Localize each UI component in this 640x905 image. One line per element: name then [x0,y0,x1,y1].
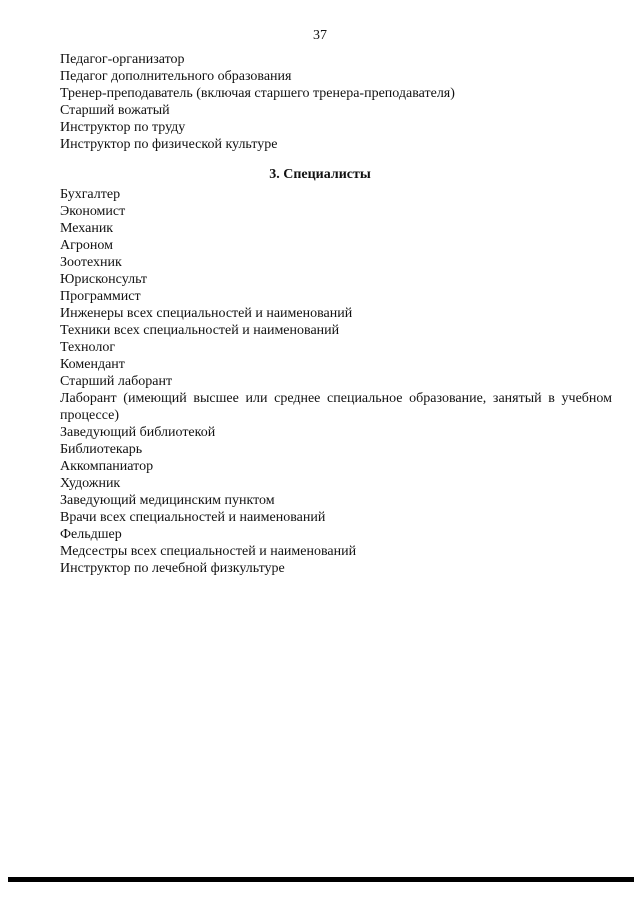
list-item: Аккомпаниатор [60,459,154,474]
list-item: Тренер-преподаватель (включая старшего тренера-преподавателя) [60,86,455,101]
list-item: Инженеры всех специальностей и наименований [60,306,353,321]
section-heading: 3. Специалисты [269,167,371,182]
list-item: Программист [60,289,141,304]
list-item: Библиотекарь [60,442,143,457]
list-item: Инструктор по труду [60,120,186,135]
list-item: Медсестры всех специальностей и наименований [60,544,357,559]
list-item: Заведующий библиотекой [60,425,216,440]
list-item: Механик [60,221,114,236]
list-item: Художник [60,476,121,491]
list-item: Комендант [60,357,125,372]
list-item: Агроном [60,238,113,253]
list-item: Инструктор по лечебной физкультуре [60,561,285,576]
bottom-rule [8,877,634,882]
list-item: Фельдшер [60,527,122,542]
list-item: Старший лаборант [60,374,173,389]
list-item: Юрисконсульт [60,272,148,287]
list-item: Бухгалтер [60,187,121,202]
list-item: Педагог-организатор [60,52,185,67]
list-item: Технолог [60,340,116,355]
list-item: Заведующий медицинским пунктом [60,493,275,508]
list-item: Врачи всех специальностей и наименований [60,510,326,525]
list-item: Зоотехник [60,255,122,270]
list-item: Инструктор по физической культуре [60,137,278,152]
page-number: 37 [313,28,327,43]
list-item: Экономист [60,204,126,219]
list-item: Педагог дополнительного образования [60,69,292,84]
list-item: Лаборант (имеющий высшее или среднее специальное образование, занятый в учебном процессе) [60,391,612,423]
list-item: Старший вожатый [60,103,170,118]
position-list-continued [60,51,612,153]
specialists-list [60,186,612,577]
list-item: Техники всех специальностей и наименований [60,323,340,338]
